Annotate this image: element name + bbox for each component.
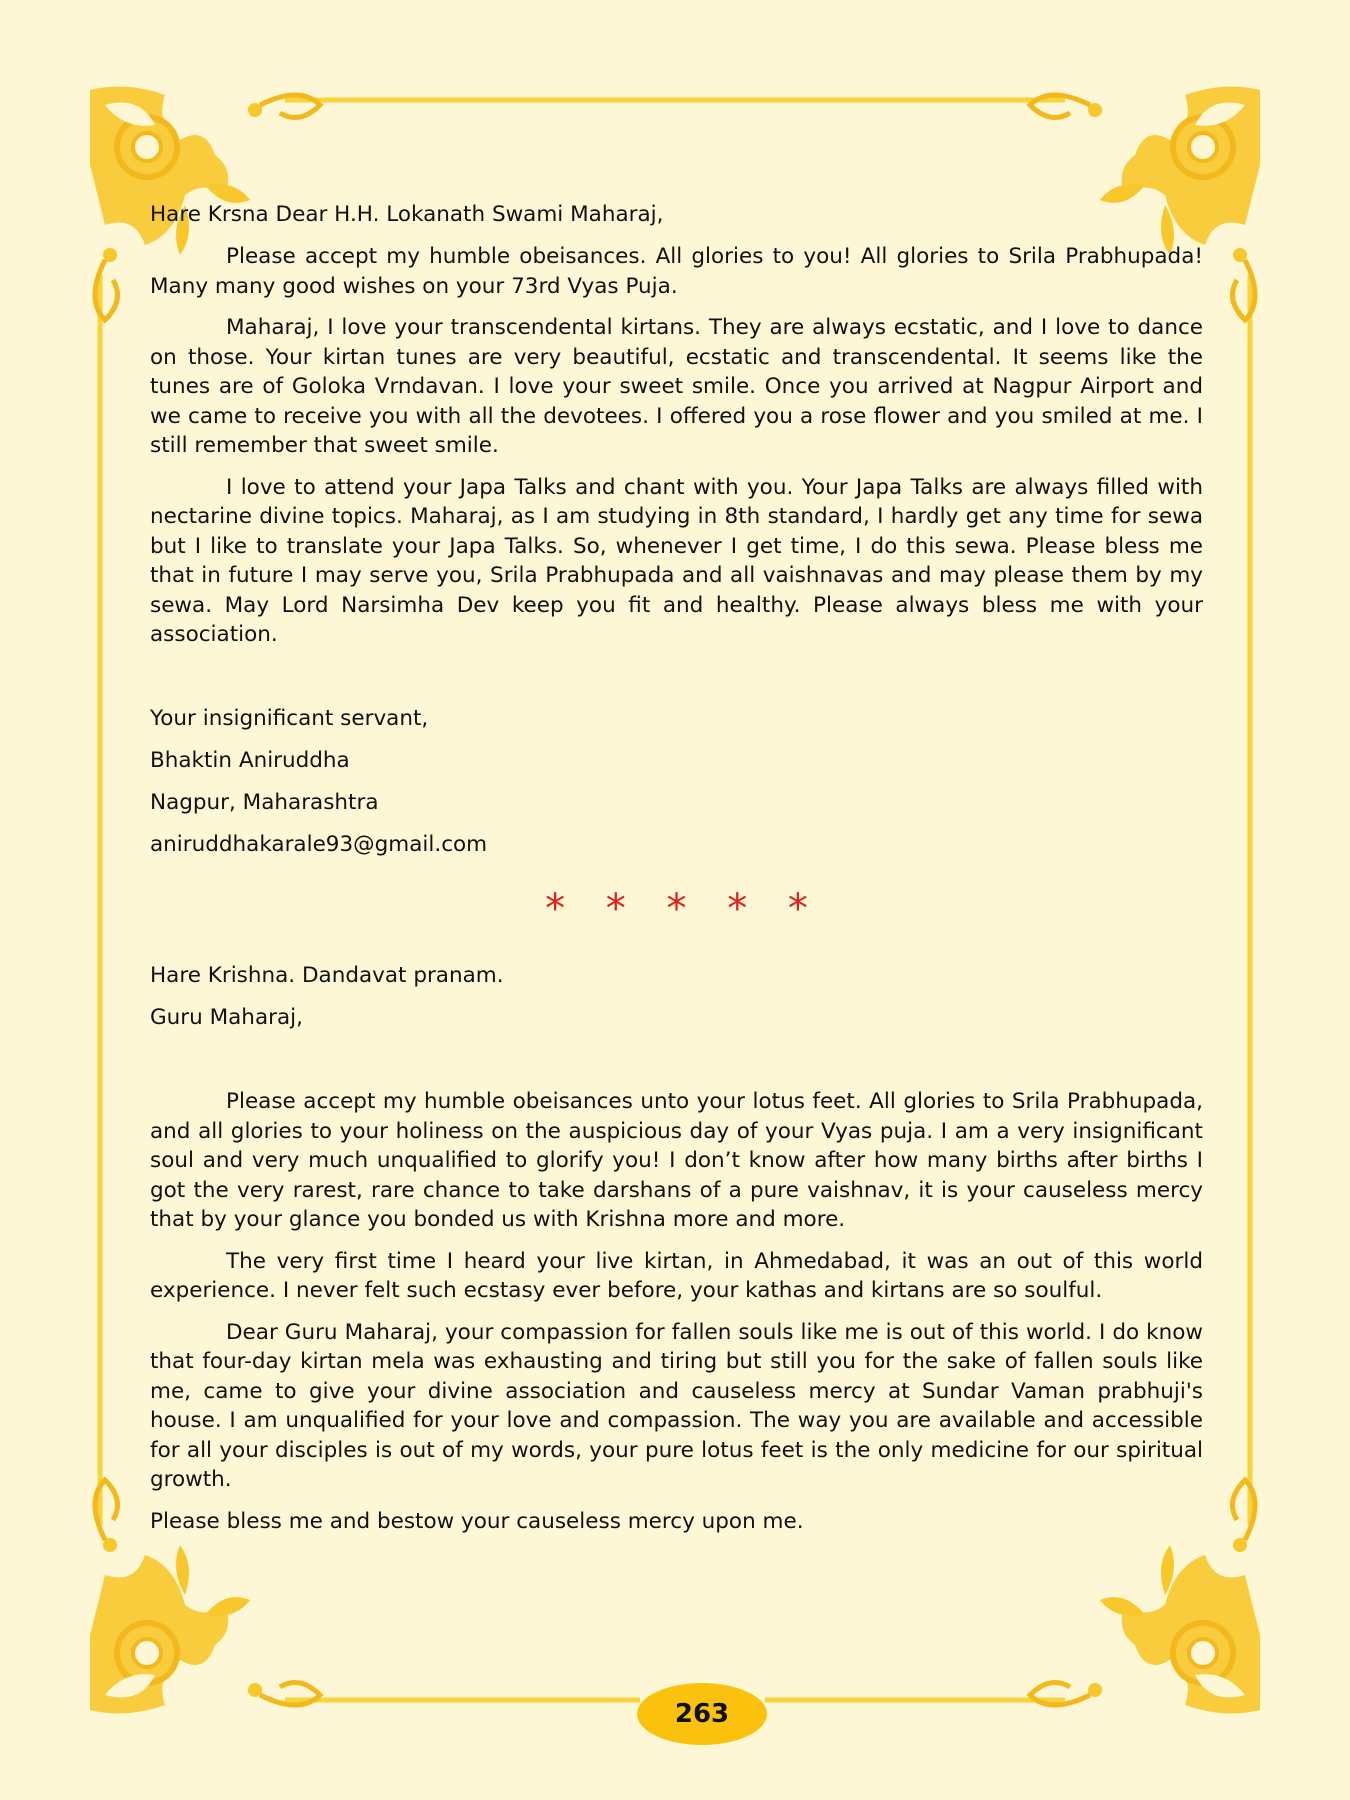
letter2-salutation: Guru Maharaj, — [150, 1005, 303, 1030]
letter2-paragraph: Dear Guru Maharaj, your compassion for fallen souls like me is out of this world. I do know that four-day kirtan mela was exhausting and tiring but still you for the sake of fallen souls like me, came to give your divine association and causeless mercy at Sundar Vaman prabhuji's house. I am unqualified for your love and compassion. The way you are available and accessible for all your disciples is out of my words, your pure lotus feet is the only medicine for our spiritual growth. — [150, 1319, 1203, 1492]
letter1-paragraph: I love to attend your Japa Talks and chant with you. Your Japa Talks are always filled with nectarine divine topics. Maharaj, as I am studying in 8th standard, I hardly get any time for sewa but I like to translate your Japa Talks. So, whenever I get time, I do this sewa. Please bless me that in future I may serve you, Srila Prabhupada and all vaishnavas and may please them by my sewa. May Lord Narsimha Dev keep you fit and healthy. Please always bless me with your association. — [150, 474, 1203, 647]
letter2-paragraph: The very first time I heard your live kirtan, in Ahmedabad, it was an out of this world experience. I never felt such ecstasy ever before, your kathas and kirtans are so soulful. — [150, 1248, 1203, 1303]
letter1-salutation: Hare Krsna Dear H.H. Lokanath Swami Maharaj, — [150, 202, 664, 227]
letter2-paragraph: Please accept my humble obeisances unto your lotus feet. All glories to Srila Prabhupada, and all glories to your holiness on the auspicious day of your Vyas puja. I am a very insignificant soul and very much unqualified to glorify you! I don’t know after how many births after births I got the very rarest, rare chance to take darshans of a pure vaishnav, it is your causeless mercy that by your glance you bonded us with Krishna more and more. — [150, 1089, 1203, 1232]
page-content — [150, 200, 1203, 1549]
letter2-final-line: Please bless me and bestow your causeless mercy upon me. — [150, 1508, 804, 1534]
letter2-greeting: Hare Krishna. Dandavat pranam. — [150, 963, 504, 988]
page-number: 263 — [637, 1683, 767, 1745]
letter1-closing: Your insignificant servant, — [150, 705, 429, 731]
letter1-signature-name: Bhaktin Aniruddha — [150, 747, 350, 773]
spacer — [150, 1045, 1203, 1087]
letter1-email: aniruddhakarale93@gmail.com — [150, 831, 488, 857]
spacer — [150, 662, 1203, 704]
letter1-place: Nagpur, Maharashtra — [150, 789, 379, 815]
letter1-paragraph: Please accept my humble obeisances. All glories to you! All glories to Srila Prabhupada! Many many good wishes on your 73rd Vyas Puja. — [150, 244, 1203, 299]
letter1-paragraph: Maharaj, I love your transcendental kirtans. They are always ecstatic, and I love to dance on those. Your kirtan tunes are very beautiful, ecstatic and transcendental. It seems like the tunes are of Goloka Vrndavan. I love your sweet smile. Once you arrived at Nagpur Airport and we came to receive you with all the devotees. I offered you a rose flower and you smiled at me. I still remember that sweet smile. — [150, 315, 1203, 458]
asterisk-icon: * * * * * — [545, 886, 822, 932]
